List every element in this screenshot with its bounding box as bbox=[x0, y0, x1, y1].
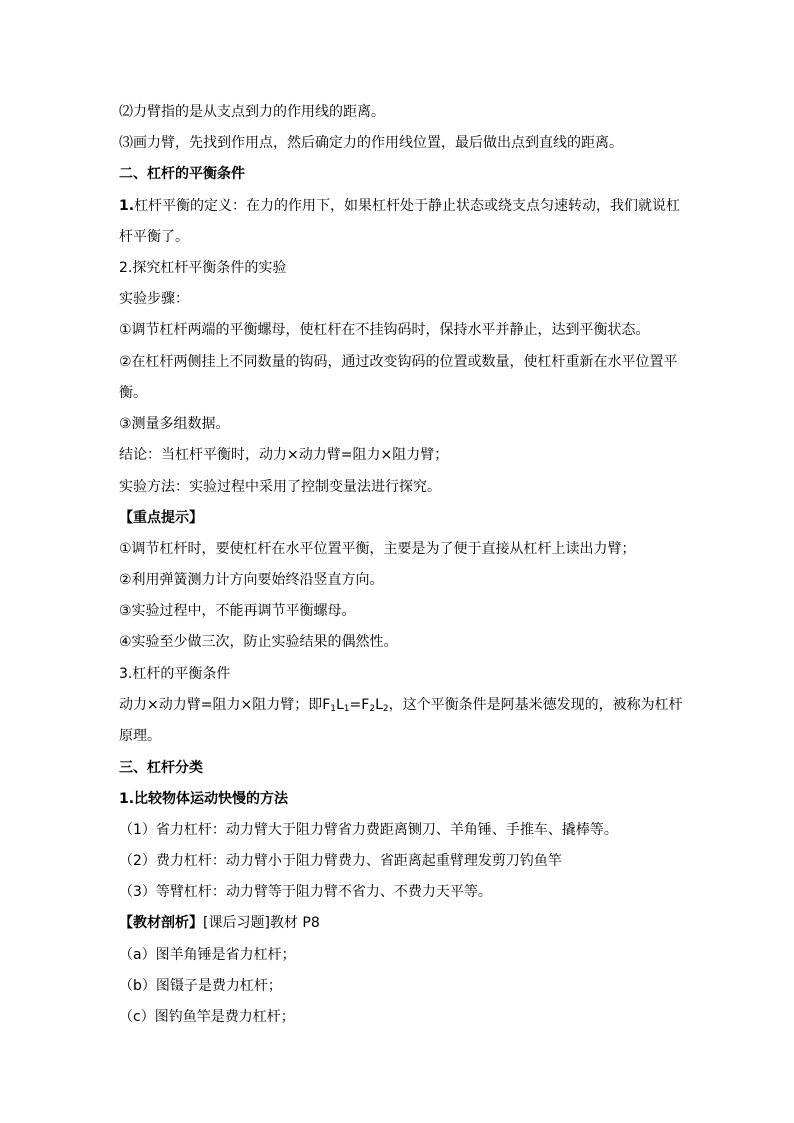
subscript: 1 bbox=[343, 704, 350, 714]
subscript: 2 bbox=[382, 704, 389, 714]
subscript: 1 bbox=[330, 704, 336, 714]
text-line: （b）图镊子是费力杠杆； bbox=[119, 978, 282, 994]
section-heading: 三、杠杆分类 bbox=[119, 760, 203, 776]
key-points-heading: 【重点提示】 bbox=[119, 510, 203, 526]
text-line: ⑵力臂指的是从支点到力的作用线的距离。 bbox=[119, 104, 385, 120]
text-line: 实验方法：实验过程中采用了控制变量法进行探究。 bbox=[119, 479, 441, 495]
text-line bbox=[119, 196, 689, 216]
text-line: 2.探究杠杆平衡条件的实验 bbox=[119, 260, 287, 276]
textbook-analysis-heading: 【教材剖析】 bbox=[119, 915, 203, 931]
text-fragment: L bbox=[335, 697, 344, 713]
text-line: ④实验至少做三次，防止实验结果的偶然性。 bbox=[119, 634, 398, 650]
subscript: 2 bbox=[369, 704, 376, 714]
text-fragment: =F bbox=[349, 697, 370, 713]
subsection-heading: 1.比较物体运动快慢的方法 bbox=[119, 791, 289, 807]
text-line: 实验步骤： bbox=[119, 291, 189, 307]
text-line: ③实验过程中，不能再调节平衡螺母。 bbox=[119, 603, 356, 619]
text-line: （2）费力杠杆：动力臂小于阻力臂费力、省距离起重臂理发剪刀钓鱼竿 bbox=[119, 853, 562, 869]
text-fragment: [课后习题]教材 P8 bbox=[203, 915, 320, 931]
text-line bbox=[119, 913, 689, 933]
text-line: （3）等臂杠杆：动力臂等于阻力臂不省力、不费力天平等。 bbox=[119, 884, 492, 900]
text-line: ①调节杠杆时，要使杠杆在水平位置平衡，主要是为了便于直接从杠杆上读出力臂； bbox=[119, 541, 636, 557]
section-heading: 二、杠杆的平衡条件 bbox=[119, 166, 245, 182]
text-line: ⑶画力臂，先找到作用点，然后确定力的作用线位置，最后做出点到直线的距离。 bbox=[119, 135, 623, 151]
text-line: ②利用弹簧测力计方向要始终沿竖直方向。 bbox=[119, 572, 384, 588]
text-line: ①调节杠杆两端的平衡螺母，使杠杆在不挂钩码时，保持水平并静止，达到平衡状态。 bbox=[119, 322, 650, 338]
text-line: （a）图羊角锤是省力杠杆； bbox=[119, 947, 296, 963]
text-line: 杆平衡了。 bbox=[119, 229, 189, 245]
text-line: 衡。 bbox=[119, 385, 147, 401]
text-line: （c）图钓鱼竿是费力杠杆； bbox=[119, 1009, 295, 1025]
text-fragment: ，这个平衡条件是阿基米德发现的，被称为杠杆 bbox=[388, 697, 683, 713]
text-line: 结论：当杠杆平衡时，动力×动力臂=阻力×阻力臂； bbox=[119, 447, 449, 463]
formula-line bbox=[119, 695, 689, 719]
item-number: 1. bbox=[119, 198, 135, 214]
text-line: 3.杠杆的平衡条件 bbox=[119, 666, 231, 682]
text-line: ②在杠杆两侧挂上不同数量的钩码，通过改变钩码的位置或数量，使杠杆重新在水平位置平 bbox=[119, 354, 678, 370]
text-line: 原理。 bbox=[119, 728, 161, 744]
text-line: ③测量多组数据。 bbox=[119, 416, 230, 432]
text-fragment: L bbox=[375, 697, 383, 713]
text-fragment: 杠杆平衡的定义：在力的作用下，如果杠杆处于静止状态或绕支点匀速转动，我们就说杠 bbox=[134, 198, 681, 214]
text-line: （1）省力杠杆：动力臂大于阻力臂省力费距离铡刀、羊角锤、手推车、撬棒等。 bbox=[119, 822, 618, 838]
text-fragment: 动力×动力臂=阻力×阻力臂；即F bbox=[119, 697, 331, 713]
